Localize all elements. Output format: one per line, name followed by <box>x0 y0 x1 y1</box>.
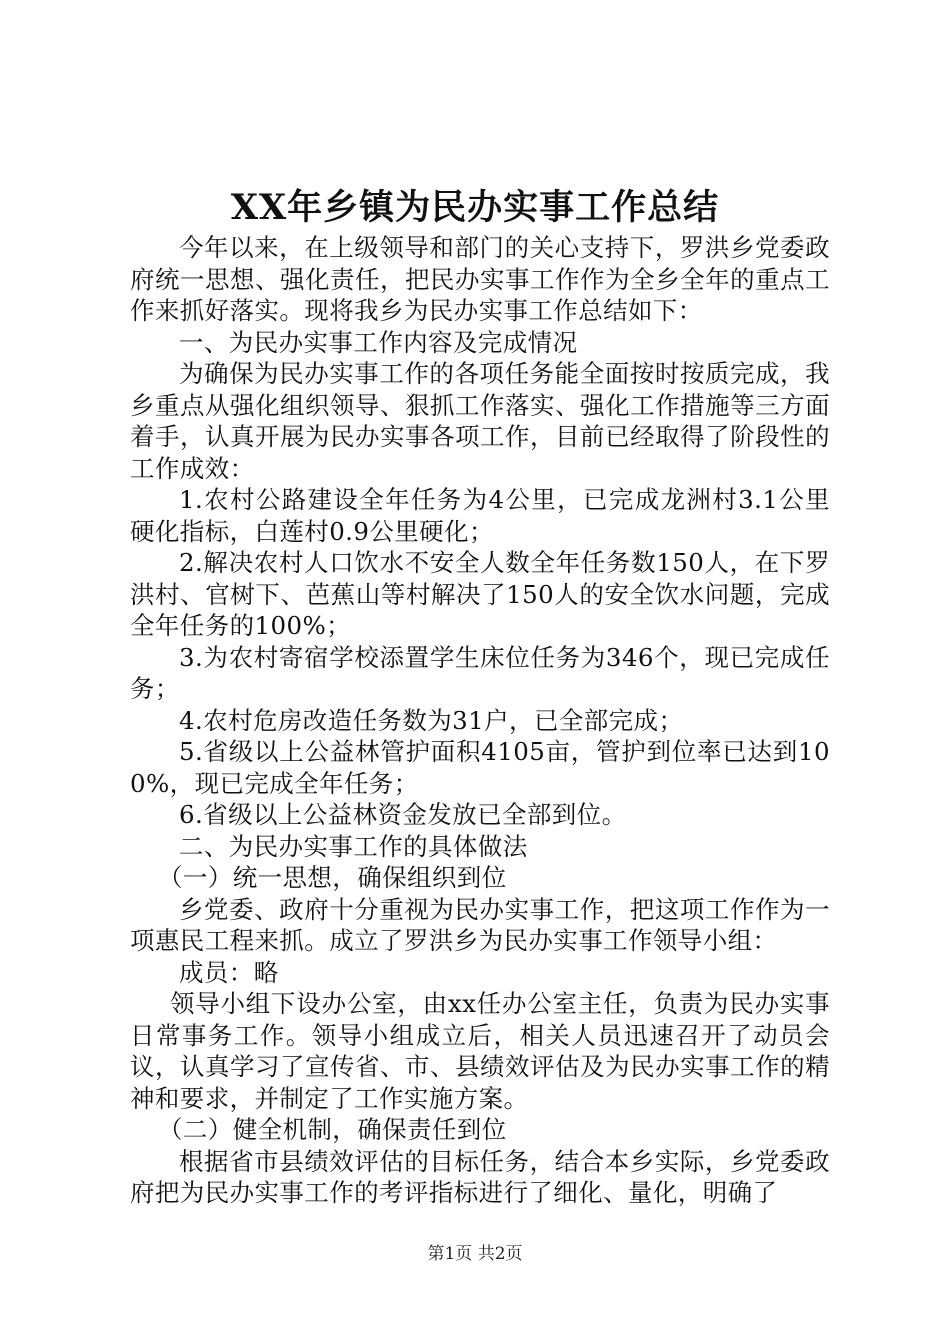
office-paragraph: 领导小组下设办公室，由xx任办公室主任，负责为民办实事日常事务工作。领导小组成立后，相关人员迅速召开了动员会议，认真学习了宣传省、市、县绩效评估及为民办实事工作的精神和要求，并制定了工作实施方案。 <box>130 989 830 1113</box>
list-item-1: 1.农村公路建设全年任务为4公里，已完成龙洲村3.1公里硬化指标，白莲村0.9公里硬化； <box>130 485 830 546</box>
document-body <box>130 232 830 1209</box>
list-item-3: 3.为农村寄宿学校添置学生床位任务为346个，现已完成任务； <box>130 642 830 703</box>
intro-paragraph: 今年以来，在上级领导和部门的关心支持下，罗洪乡党委政府统一思想、强化责任，把民办实事工作作为全乡全年的重点工作来抓好落实。现将我乡为民办实事工作总结如下： <box>130 233 830 325</box>
page-number-footer: 第1页 共2页 <box>427 1244 523 1264</box>
list-item-5: 5.省级以上公益林管护面积4105亩，管护到位率已达到100%，现已完成全年任务； <box>130 737 830 798</box>
section-heading-2: 二、为民办实事工作的具体做法 <box>179 831 528 861</box>
members-line: 成员：略 <box>179 957 279 987</box>
subsection-1-paragraph: 乡党委、政府十分重视为民办实事工作，把这项工作作为一项惠民工程来抓。成立了罗洪乡为民办实事工作领导小组： <box>130 894 830 955</box>
subsection-heading-1: （一）统一思想，确保组织到位 <box>158 863 507 892</box>
section-1-paragraph: 为确保为民办实事工作的各项任务能全面按时按质完成，我乡重点从强化组织领导、狠抓工作落实、强化工作措施等三方面着手，认真开展为民办实事各项工作，目前已经取得了阶段性的工作成效： <box>130 359 830 483</box>
list-item-4: 4.农村危房改造任务数为31户，已全部完成； <box>179 705 684 735</box>
subsection-2-paragraph: 根据省市县绩效评估的目标任务，结合本乡实际，乡党委政府把为民办实事工作的考评指标进行了细化、量化，明确了 <box>130 1146 830 1207</box>
subsection-heading-2: （二）健全机制，确保责任到位 <box>158 1115 507 1144</box>
list-item-2: 2.解决农村人口饮水不安全人数全年任务数150人，在下罗洪村、官树下、芭蕉山等村解决了150人的安全饮水问题，完成全年任务的100%； <box>130 548 830 640</box>
list-item-6: 6.省级以上公益林资金发放已全部到位。 <box>179 800 627 829</box>
document-title: XX年乡镇为民办实事工作总结 <box>230 187 720 228</box>
section-heading-1: 一、为民办实事工作内容及完成情况 <box>179 327 578 357</box>
